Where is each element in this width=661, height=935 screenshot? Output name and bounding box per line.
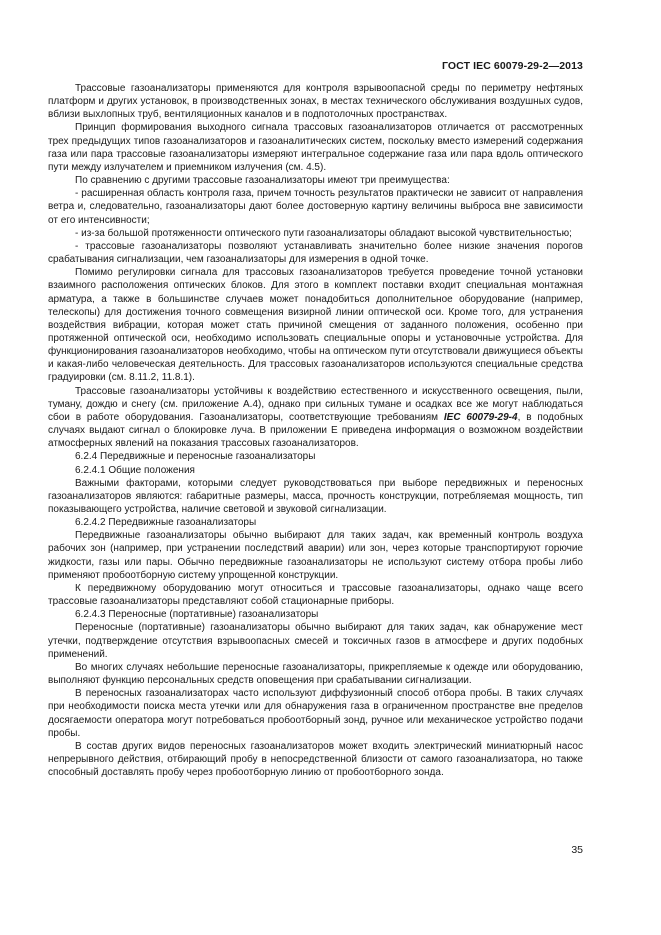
paragraph: Передвижные газоанализаторы обычно выбирают для таких задач, как временный контроль воздуха рабочих зон (например, при устранении последствий аварии) или зон, через которые транспортируют горючие жидкости, газы или пары. Обычно передвижные газоанализаторы не используют систему отбора пробы либо применяют пробоотборную систему упрощенной конструкции.: [48, 530, 583, 581]
list-item: - трассовые газоанализаторы позволяют устанавливать значительно более низкие значения порогов срабатывания сигнализации, чем газоанализаторы для измерения в одной точке.: [48, 240, 583, 266]
paragraph: В переносных газоанализаторах часто используют диффузионный способ отбора пробы. В таких случаях при необходимости поиска места утечки или для обнаружения газа в ограниченном пространстве вне пределов досягаемости оператора могут потребоваться пробоотборный зонд, ручное или механическое устройство подачи пробы.: [48, 688, 583, 739]
paragraph: Важными факторами, которыми следует руководствоваться при выборе передвижных и переносных газоанализаторов являются: габаритные размеры, масса, прочность конструкции, потребляемая мощность, тип показывающего устройства, наличие световой и звуковой сигнализации.: [48, 477, 583, 515]
paragraph-text: Трассовые газоанализаторы устойчивы к воздействию естественного и искусственного освещения, пыли, туману, дождю и снегу (см. приложение А.4), однако при сильных тумане и осадках все же могут наблюдаться сбои в работе оборудования. Газоанализаторы, соответствующие требованиям: [48, 385, 583, 423]
paragraph: [48, 385, 583, 451]
section-heading: 6.2.4 Передвижные и переносные газоанализаторы: [75, 451, 316, 463]
list-item: - расширенная область контроля газа, причем точность результатов практически не зависит от направления ветра и, следовательно, газоанализаторы дают более достоверную картину величины выброса вне зависимости от его интенсивности;: [48, 188, 583, 226]
paragraph: В состав других видов переносных газоанализаторов может входить электрический миниатюрный насос непрерывного действия, отбирающий пробу в непосредственной близости от самого газоанализатора, но также способный доставлять пробу через пробоотборную линию от пробоотборного зонда.: [48, 740, 583, 779]
subsection-heading: 6.2.4.1 Общие положения: [75, 464, 195, 476]
subsection-heading: 6.2.4.3 Переносные (портативные) газоанализаторы: [75, 609, 319, 621]
main-text: [48, 82, 583, 779]
paragraph: Помимо регулировки сигнала для трассовых газоанализаторов требуется проведение точной установки взаимного расположения оптических блоков. Для этого в комплект поставки входит специальная монтажная арматура, а также в большинстве случаев может понадобиться дополнительное оборудование (например, телескопы) для достижения точного совмещения визирной линии оптической оси. Кроме того, для устранения воздействия вибрации, которая может стать причиной смещения от заданного положения, особенно при протяженной оптической оси, необходимо использовать специальные опоры и установочные устройства. Для функционирования газоанализаторов необходимо, чтобы на оптическом пути отсутствовали движущиеся объекты и какая-либо человеческая деятельность. Для трассовых газоанализаторов используются специальные средства градуировки (см. 8.11.2, 11.8.1).: [48, 267, 583, 384]
page-number: 35: [571, 844, 583, 856]
paragraph: Трассовые газоанализаторы применяются для контроля взрывоопасной среды по периметру нефтяных платформ и других установок, в производственных зонах, в местах технического обслуживания воздушных судов, вблизи выхлопных труб, вентиляционных каналов и в подпотолочных пространствах.: [48, 83, 583, 121]
standard-reference: IEC 60079-29-4: [443, 411, 518, 423]
list-item: - из-за большой протяженности оптического пути газоанализаторы обладают высокой чувствительностью;: [75, 227, 572, 239]
paragraph: Принцип формирования выходного сигнала трассовых газоанализаторов отличается от рассмотренных трех предыдущих типов газоанализаторов и газоаналитических систем, поскольку вместо измерений содержания газа или пара трассовые газоанализаторы измеряют интегральное содержание газа или пара вдоль оптического пути между излучателем и приемником излучения (см. 4.5).: [48, 122, 583, 173]
standard-header: ГОСТ IEC 60079-29-2—2013: [441, 60, 583, 72]
paragraph: Переносные (портативные) газоанализаторы обычно выбирают для таких задач, как обнаружение мест утечки, подтверждение отсутствия взрывоопасных смесей и токсичных газов в атмосфере и других подобных применений.: [48, 622, 583, 660]
paragraph: К передвижному оборудованию могут относиться и трассовые газоанализаторы, однако чаще всего трассовые газоанализаторы представляют собой стационарные приборы.: [48, 582, 583, 608]
subsection-heading: 6.2.4.2 Передвижные газоанализаторы: [75, 517, 257, 529]
paragraph: По сравнению с другими трассовые газоанализаторы имеют три преимущества:: [75, 175, 450, 187]
paragraph-text: , в подобных случаях выдают сигнал о блокировке луча. В приложении Е приведена информация о возможном воздействии атмосферных явлений на показания трассовых газоанализаторов.: [48, 411, 583, 450]
paragraph: Во многих случаях небольшие переносные газоанализаторы, прикрепляемые к одежде или оборудованию, выполняют функцию персональных средств оповещения при срабатывании сигнализации.: [48, 661, 583, 687]
